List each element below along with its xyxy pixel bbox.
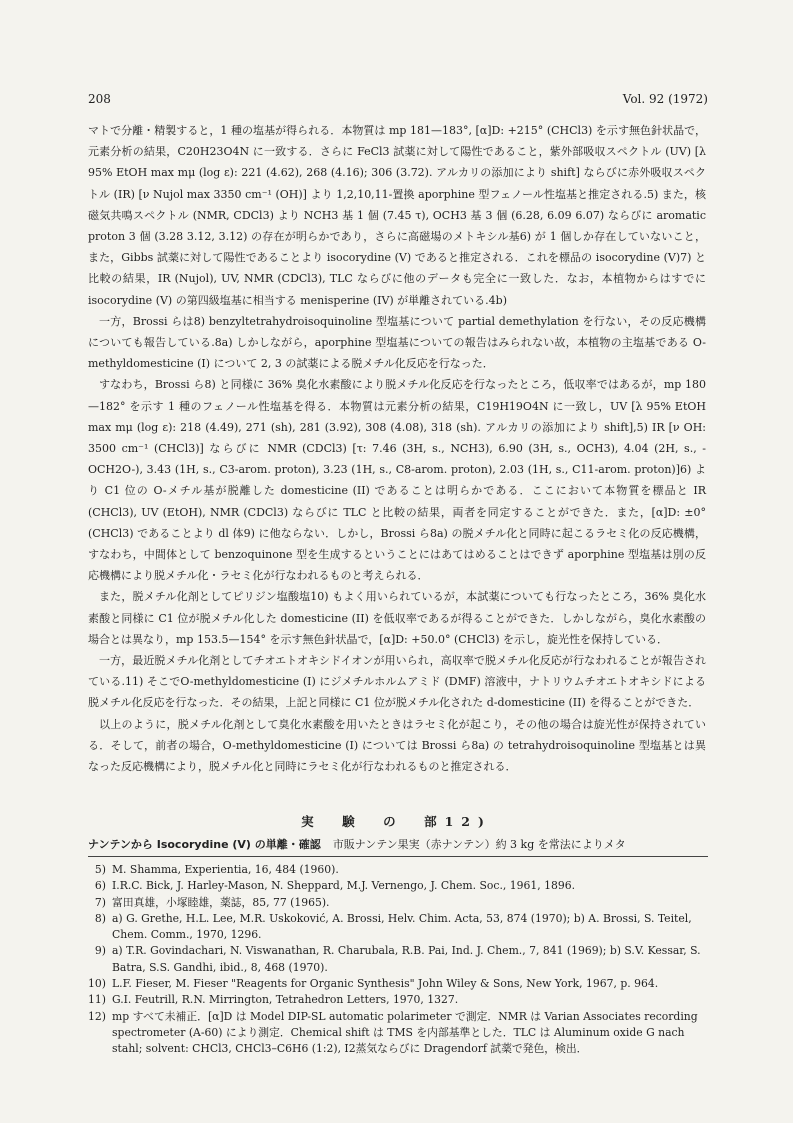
reference-number: 12): [88, 1009, 106, 1023]
reference-number: 11): [88, 993, 106, 1007]
experimental-title: 実 験 の 部12): [301, 814, 492, 829]
reference-number: 5): [94, 863, 106, 876]
reference-text: I.R.C. Bick, J. Harley-Mason, N. Sheppard, M.J. Vernengo, J. Chem. Soc., 1961, 1896.: [112, 879, 576, 893]
reference-text: mp すべて未補正．[α]D は Model DIP-SL automatic polarimeter で測定．NMR は Varian Associates recording spectrometer (A-60) により測定．Chemical shift は TMS を内部基準とした．TLC は Aluminum oxide G nach stahl; solvent: CHCl3, CHCl3–C6H6 (1:2), I2蒸気ならびに Dragendorf 試薬で発色，検出．: [112, 1009, 698, 1056]
reference-item: [82, 895, 710, 911]
experimental-first-line: [88, 836, 706, 854]
reference-item: [82, 1009, 710, 1058]
paragraph-1: マトで分離・精製すると，1 種の塩基が得られる．本物質は mp 181—183°, [α]D: +215° (CHCl3) を示す無色針状晶で，元素分析の結果，C20H23O4N に一致する．さらに FeCl3 試薬に対して陽性であること，紫外部吸収スペクトル (UV) [λ 95% EtOH max mμ (log ε): 221 (4.62), 268 (4.16); 306 (3.72). アルカリの添加により shift] ならびに赤外吸収スペクトル (IR) [ν Nujol max 3350 cm⁻¹ (OH)] より 1,2,10,11-置換 aporphine 型フェノール性塩基と推定される.5) また，核磁気共鳴スペクトル (NMR, CDCl3) より NCH3 基 1 個 (7.45 τ), OCH3 基 3 個 (6.28, 6.09 6.07) ならびに aromatic proton 3 個 (3.28 3.12, 3.12) の存在が明らかであり，さらに高磁場のメトキシル基6) が 1 個しか存在していないこと，また，Gibbs 試薬に対して陽性であることより isocorydine (V) であると推定される．これを標品の isocorydine (V)7) と比較の結果，IR (Nujol), UV, NMR (CDCl3), TLC ならびに他のデータも完全に一致した．なお，本植物からはすでに isocorydine (V) の第四級塩基に相当する menisperine (IV) が単離されている.4b): [88, 124, 706, 307]
experimental-subheading: ナンテンから Isocorydine (V) の単離・確認: [88, 838, 321, 851]
reference-number: 9): [94, 944, 106, 958]
paragraph-2: 一方，Brossi らは8) benzyltetrahydroisoquinoline 型塩基について partial demethylation を行ない，その反応機構についても報告している.8a) しかしながら，aporphine 型塩基についての報告はみられない故，本植物の主塩基である O-methyldomesticine (I) について 2, 3 の試薬による脱メチル化反応を行なった．: [88, 314, 706, 371]
reference-number: 10): [88, 977, 106, 991]
page-header: [88, 92, 708, 106]
reference-item: [82, 878, 710, 894]
reference-number: 7): [94, 895, 106, 909]
body-text: [88, 120, 706, 777]
reference-text: 富田真雄，小塚睦雄，薬誌，85, 77 (1965).: [112, 895, 330, 909]
reference-text: L.F. Fieser, M. Fieser "Reagents for Organic Synthesis" John Wiley & Sons, New York, 1967, p. 964.: [112, 977, 659, 991]
reference-number: 6): [94, 879, 106, 893]
references-list: [82, 862, 710, 1058]
reference-item: [82, 911, 710, 944]
reference-text: a) G. Grethe, H.L. Lee, M.R. Uskoković, A. Brossi, Helv. Chim. Acta, 53, 874 (1970); b) A. Brossi, S. Teitel, Chem. Comm., 1970, 1296.: [112, 911, 692, 942]
reference-text: G.I. Feutrill, R.N. Mirrington, Tetrahedron Letters, 1970, 1327.: [112, 993, 459, 1007]
paragraph-3: すなわち，Brossi ら8) と同様に 36% 臭化水素酸により脱メチル化反応を行なったところ，低収率ではあるが，mp 180—182° を示す 1 種のフェノール性塩基を得る．本物質は元素分析の結果，C19H19O4N に一致し，UV [λ 95% EtOH max mμ (log ε): 218 (4.49), 271 (sh), 281 (3.92), 308 (4.08), 318 (sh). アルカリの添加により shift],5) IR [ν OH: 3500 cm⁻¹ (CHCl3)] ならびに NMR (CDCl3) [τ: 7.46 (3H, s., NCH3), 6.90 (3H, s., OCH3), 4.04 (2H, s., -OCH2O-), 3.43 (1H, s., C3-arom. proton), 3.23 (1H, s., C8-arom. proton), 2.03 (1H, s., C11-arom. proton)]6) より C1 位の O-メチル基が脱離した domesticine (II) であることは明らかである．ここにおいて本物質を標品と IR (CHCl3), UV (EtOH), NMR (CDCl3) ならびに TLC と比較の結果，両者を同定することができた．また，[α]D: ±0° (CHCl3) であることより dl 体9) に他ならない．しかし，Brossi ら8a) の脱メチル化と同時に起こるラセミ化の反応機構，すなわち，中間体として benzoquinone 型を生成するということにはあてはめることはできず aporphine 型塩基は別の反応機構により脱メチル化・ラセミ化が行なわれるものと考えられる．: [88, 378, 706, 583]
reference-item: [82, 992, 710, 1008]
paragraph-5: 一方，最近脱メチル化剤としてチオエトオキシドイオンが用いられ，高収率で脱メチル化反応が行なわれることが報告されている.11) そこでO-methyldomesticine (I) にジメチルホルムアミド (DMF) 溶液中，ナトリウムチオエトオキシドによる脱メチル化反応を行なった．その結果，上記と同様に C1 位が脱メチル化された d-domesticine (II) を得ることができた．: [88, 654, 706, 710]
journal-volume: Vol. 92 (1972): [622, 92, 708, 106]
reference-text: M. Shamma, Experientia, 16, 484 (1960).: [112, 863, 339, 876]
reference-text: a) T.R. Govindachari, N. Viswanathan, R. Charubala, R.B. Pai, Ind. J. Chem., 7, 841 (1969); b) S.V. Kessar, S. Batra, S.S. Gandhi, ibid., 8, 468 (1970).: [112, 944, 701, 974]
page-number: 208: [88, 92, 111, 106]
reference-item: [82, 976, 710, 992]
paragraph-6: 以上のように，脱メチル化剤として臭化水素酸を用いたときはラセミ化が起こり，その他の場合は旋光性が保持されている．そして，前者の場合，O-methyldomesticine (I) については Brossi ら8a) の tetrahydroisoquinoline 型塩基とは異なった反応機構により，脱メチル化と同時にラセミ化が行なわれるものと推定される．: [88, 717, 706, 774]
reference-number: 8): [94, 911, 106, 925]
footnote-divider: [88, 856, 708, 857]
paragraph-4: また，脱メチル化剤としてピリジン塩酸塩10) もよく用いられているが，本試薬についても行なったところ，36% 臭化水素酸と同様に C1 位が脱メチル化した domesticine (II) を低収率であるが得ることができた．しかしながら，臭化水素酸の場合とは異なり，mp 153.5—154° を示す無色針状晶で，[α]D: +50.0° (CHCl3) を示し，旋光性を保持している．: [88, 590, 706, 646]
reference-item: [82, 862, 710, 878]
reference-item: [82, 943, 710, 976]
experimental-text: 市販ナンテン果実（赤ナンテン）約 3 kg を常法によりメタ: [332, 838, 626, 851]
